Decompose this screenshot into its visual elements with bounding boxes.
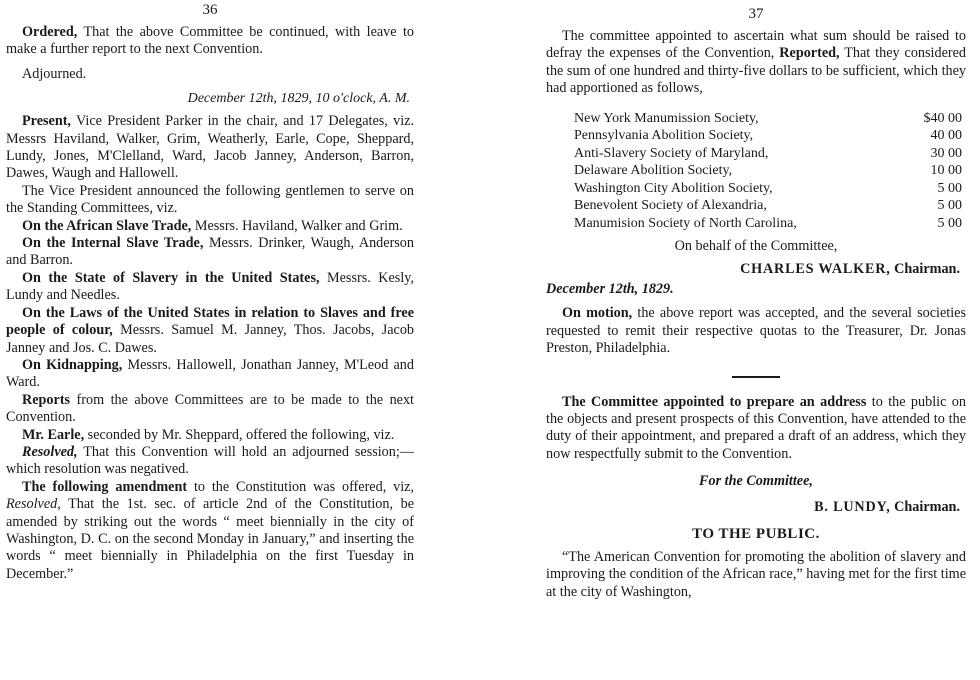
reports-text: from the above Committees are to be made to the next Convention. [6, 391, 414, 426]
motion-paragraph [546, 305, 966, 357]
reported-label: Reported, [779, 45, 840, 62]
society-name: Pennsylvania Abolition Society, [574, 128, 754, 144]
public-address-text: “The American Convention for promoting the abolition of slavery and improving the condition of the African race,” having met for the first time at the city of Washington, [546, 549, 966, 600]
committee-laws [6, 305, 414, 357]
ordered-paragraph [6, 24, 414, 59]
apportionment-table [546, 110, 966, 233]
present-label: Present, [22, 113, 71, 130]
society-name: Washington City Abolition Society, [574, 180, 773, 196]
committee-members: Messrs. Haviland, Walker and Grim. [191, 217, 403, 234]
signer-name: B. LUNDY, [814, 498, 891, 515]
signer-name: CHARLES WALKER, [740, 260, 891, 277]
reports-paragraph [6, 392, 414, 427]
committee-kidnapping [6, 357, 414, 392]
apportionment-row [546, 110, 966, 128]
quota-amount: 5 00 [937, 180, 962, 196]
for-committee-line: For the Committee, [699, 473, 813, 490]
delegate-names: Messrs Haviland, Walker, Grim, Weatherly, Earle, Cope, Sheppard, Lundy, Jones, M'Clelland, Ward, Jacob Janney, Anderson, Barron, Dawes, Waugh and Hallowell. [6, 130, 414, 182]
amendment-paragraph [6, 479, 414, 583]
apportionment-row [546, 180, 966, 198]
page-number-36: 36 [202, 2, 218, 18]
resolved-paragraph [6, 444, 414, 479]
apportionment-row [546, 162, 966, 180]
session-date: December 12th, 1829, 10 o'clock, A. M. [187, 91, 410, 107]
quota-amount: $40 00 [923, 110, 962, 126]
motion-label: On motion, [562, 305, 633, 322]
resolved-text: That this Convention will hold an adjourned session;—which resolution was negatived. [6, 443, 414, 478]
announcement-paragraph: The Vice President announced the following gentlemen to serve on the Standing Committees, viz. [6, 182, 414, 217]
present-paragraph [6, 113, 414, 183]
society-name: Benevolent Society of Alexandria, [574, 198, 767, 214]
adjourned-line: Adjourned. [22, 65, 87, 82]
right-page [546, 0, 966, 601]
to-the-public-heading: TO THE PUBLIC. [692, 526, 820, 542]
on-behalf-line: On behalf of the Committee, [674, 238, 838, 255]
earle-text: seconded by Mr. Sheppard, offered the following, viz. [84, 426, 395, 443]
earle-paragraph [6, 427, 414, 444]
page-number-37: 37 [748, 6, 764, 22]
committee-african-slave-trade [6, 218, 414, 235]
ordered-text: That the above Committee be continued, with leave to make a further report to the next Convention. [6, 24, 414, 58]
earle-label: Mr. Earle, [22, 426, 85, 443]
amendment-text-b: That the 1st. sec. of article 2nd of the Constitution, be amended by striking out the words “ meet biennially in the city of Washington, D. C. on the second Monday in January,” and inserting the words “ meet biennially in Philadelphia on the first Tuesday in December.” [6, 496, 414, 582]
apportionment-row [546, 127, 966, 145]
society-name: New York Manumission Society, [574, 110, 759, 126]
apportionment-row [546, 145, 966, 163]
address-label: The Committee appointed to prepare an address [562, 393, 867, 410]
address-paragraph [546, 394, 966, 464]
quota-amount: 5 00 [937, 198, 962, 214]
left-page [6, 0, 414, 583]
signature-lundy [546, 499, 960, 516]
apportionment-row [546, 215, 966, 233]
quota-amount: 40 00 [930, 128, 962, 144]
committee-internal-slave-trade [6, 235, 414, 270]
report-text-a: The committee appointed to ascertain what sum should be raised to defray the expenses of the Convention, [546, 28, 966, 62]
committee-report-paragraph [546, 28, 966, 98]
present-text: Vice President Parker in the chair, and 17 Delegates, viz. [70, 113, 414, 130]
amendment-text-a: to the Constitution was offered, viz, [187, 478, 414, 495]
apportionment-row [546, 197, 966, 215]
ordered-label: Ordered, [22, 24, 78, 40]
committee-title: On the African Slave Trade, [22, 217, 192, 234]
committee-members: Messrs. Samuel M. Janney, Thos. Jacobs, Jacob Janney and Jos. C. Dawes. [6, 322, 415, 356]
address-text: to the public on the objects and present prospects of this Convention, have attended to the duty of their appointment, and prepared a draft of an address, which they now respectfully submit to the Convention. [546, 393, 966, 462]
signer-role: Chairman. [890, 260, 960, 277]
report-date: December 12th, 1829. [546, 280, 674, 297]
motion-text: the above report was accepted, and the several societies requested to remit their respective quotas to the Treasurer, Dr. Jonas Preston, Philadelphia. [546, 305, 966, 357]
committee-members: Messrs. Kesly, Lundy and Needles. [6, 269, 414, 304]
society-name: Anti-Slavery Society of Maryland, [574, 145, 769, 161]
committee-title: On the Internal Slave Trade, [22, 235, 204, 252]
signature-walker [546, 261, 960, 278]
committee-title: On the State of Slavery in the United States, [22, 269, 320, 286]
section-divider [732, 376, 780, 378]
committee-title: On Kidnapping, [22, 356, 123, 373]
committee-title: On the Laws of the United States in relation to Slaves and free people of colour, [6, 304, 414, 339]
committee-state-of-slavery [6, 270, 414, 305]
society-name: Delaware Abolition Society, [574, 163, 733, 179]
resolved-label: Resolved, [22, 443, 78, 460]
reports-label: Reports [22, 391, 71, 408]
quota-amount: 10 00 [930, 163, 962, 179]
amendment-resolved: Resolved, [6, 496, 61, 513]
signer-role: Chairman. [890, 498, 960, 515]
society-name: Manumision Society of North Carolina, [574, 215, 797, 231]
committee-members: Messrs. Hallowell, Jonathan Janney, M'Leod and Ward. [6, 356, 414, 391]
amendment-label: The following amendment [22, 478, 188, 495]
quota-amount: 30 00 [930, 145, 962, 161]
quota-amount: 5 00 [937, 215, 962, 231]
report-text-b: That they considered the sum of one hundred and thirty-five dollars to be sufficient, which they had apportioned as follows, [546, 45, 966, 97]
committee-members: Messrs. Drinker, Waugh, Anderson and Barron. [6, 235, 414, 269]
